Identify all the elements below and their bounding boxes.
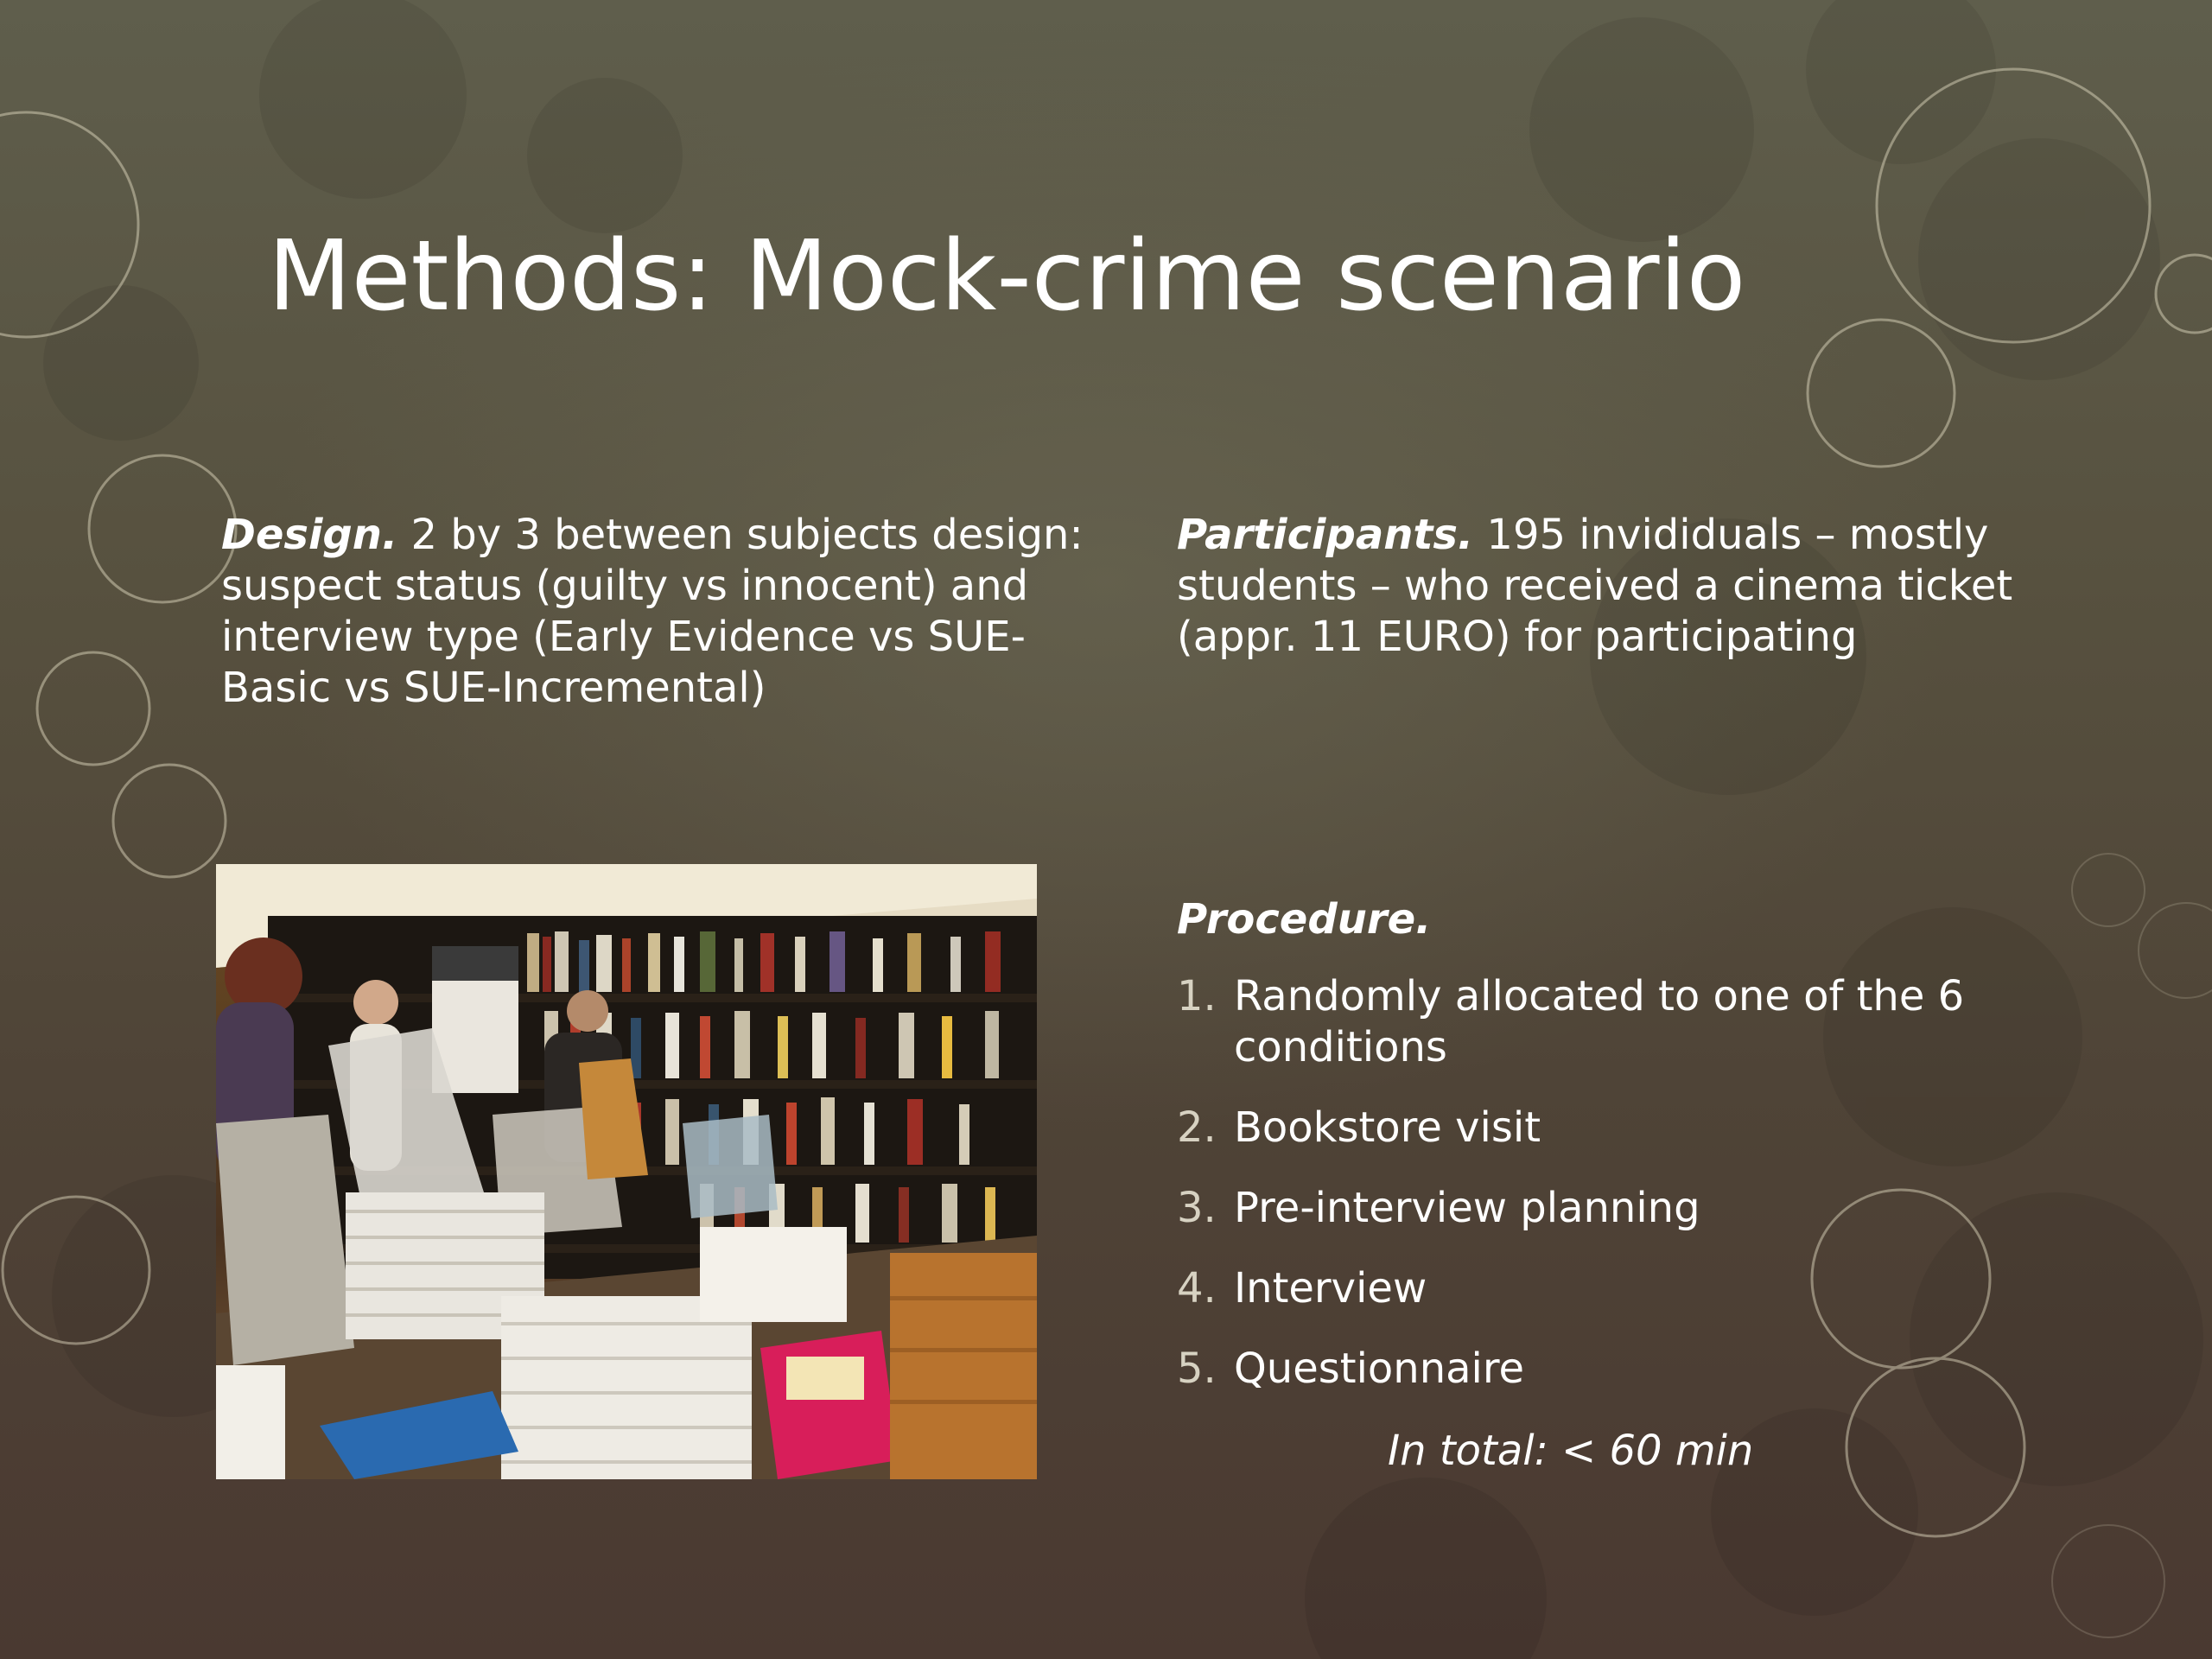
step-number: 1. — [1177, 972, 1217, 1020]
step-text: Bookstore visit — [1234, 1103, 1541, 1152]
design-block — [221, 510, 1085, 714]
design-lead: Design. — [221, 511, 398, 559]
bookstore-photo — [216, 864, 1037, 1479]
design-text: 2 by 3 between subjects design: suspect status (guilty vs innocent) and interview type (Early Evidence vs SUE-Basic vs SUE-Incremental) — [221, 511, 1084, 712]
step-text: Questionnaire — [1234, 1344, 1525, 1393]
slide-title: Methods: Mock-crime scenario — [268, 220, 1746, 333]
procedure-total: In total: < 60 min — [1388, 1427, 1754, 1475]
participants-text: 195 invididuals – mostly students – who received a cinema ticket (appr. 11 EURO) for participating — [1177, 511, 2013, 661]
step-text: Pre-interview planning — [1234, 1184, 1700, 1232]
participants-lead: Participants. — [1177, 511, 1474, 559]
step-number: 5. — [1177, 1344, 1217, 1393]
step-text: Interview — [1234, 1264, 1427, 1313]
procedure-step — [1177, 1263, 2041, 1314]
procedure-step — [1177, 1344, 2041, 1395]
procedure-step — [1177, 971, 2041, 1073]
step-number: 2. — [1177, 1103, 1217, 1152]
procedure-step — [1177, 1183, 2041, 1234]
procedure-steps — [1177, 971, 2041, 1395]
procedure-step — [1177, 1103, 2041, 1154]
step-text: Randomly allocated to one of the 6 conditions — [1234, 972, 1965, 1071]
step-number: 4. — [1177, 1264, 1217, 1313]
procedure-block — [1177, 894, 2041, 1424]
step-number: 3. — [1177, 1184, 1217, 1232]
participants-block — [1177, 510, 2093, 663]
bookstore-illustration — [216, 864, 1037, 1479]
procedure-title: Procedure. — [1177, 895, 1432, 944]
